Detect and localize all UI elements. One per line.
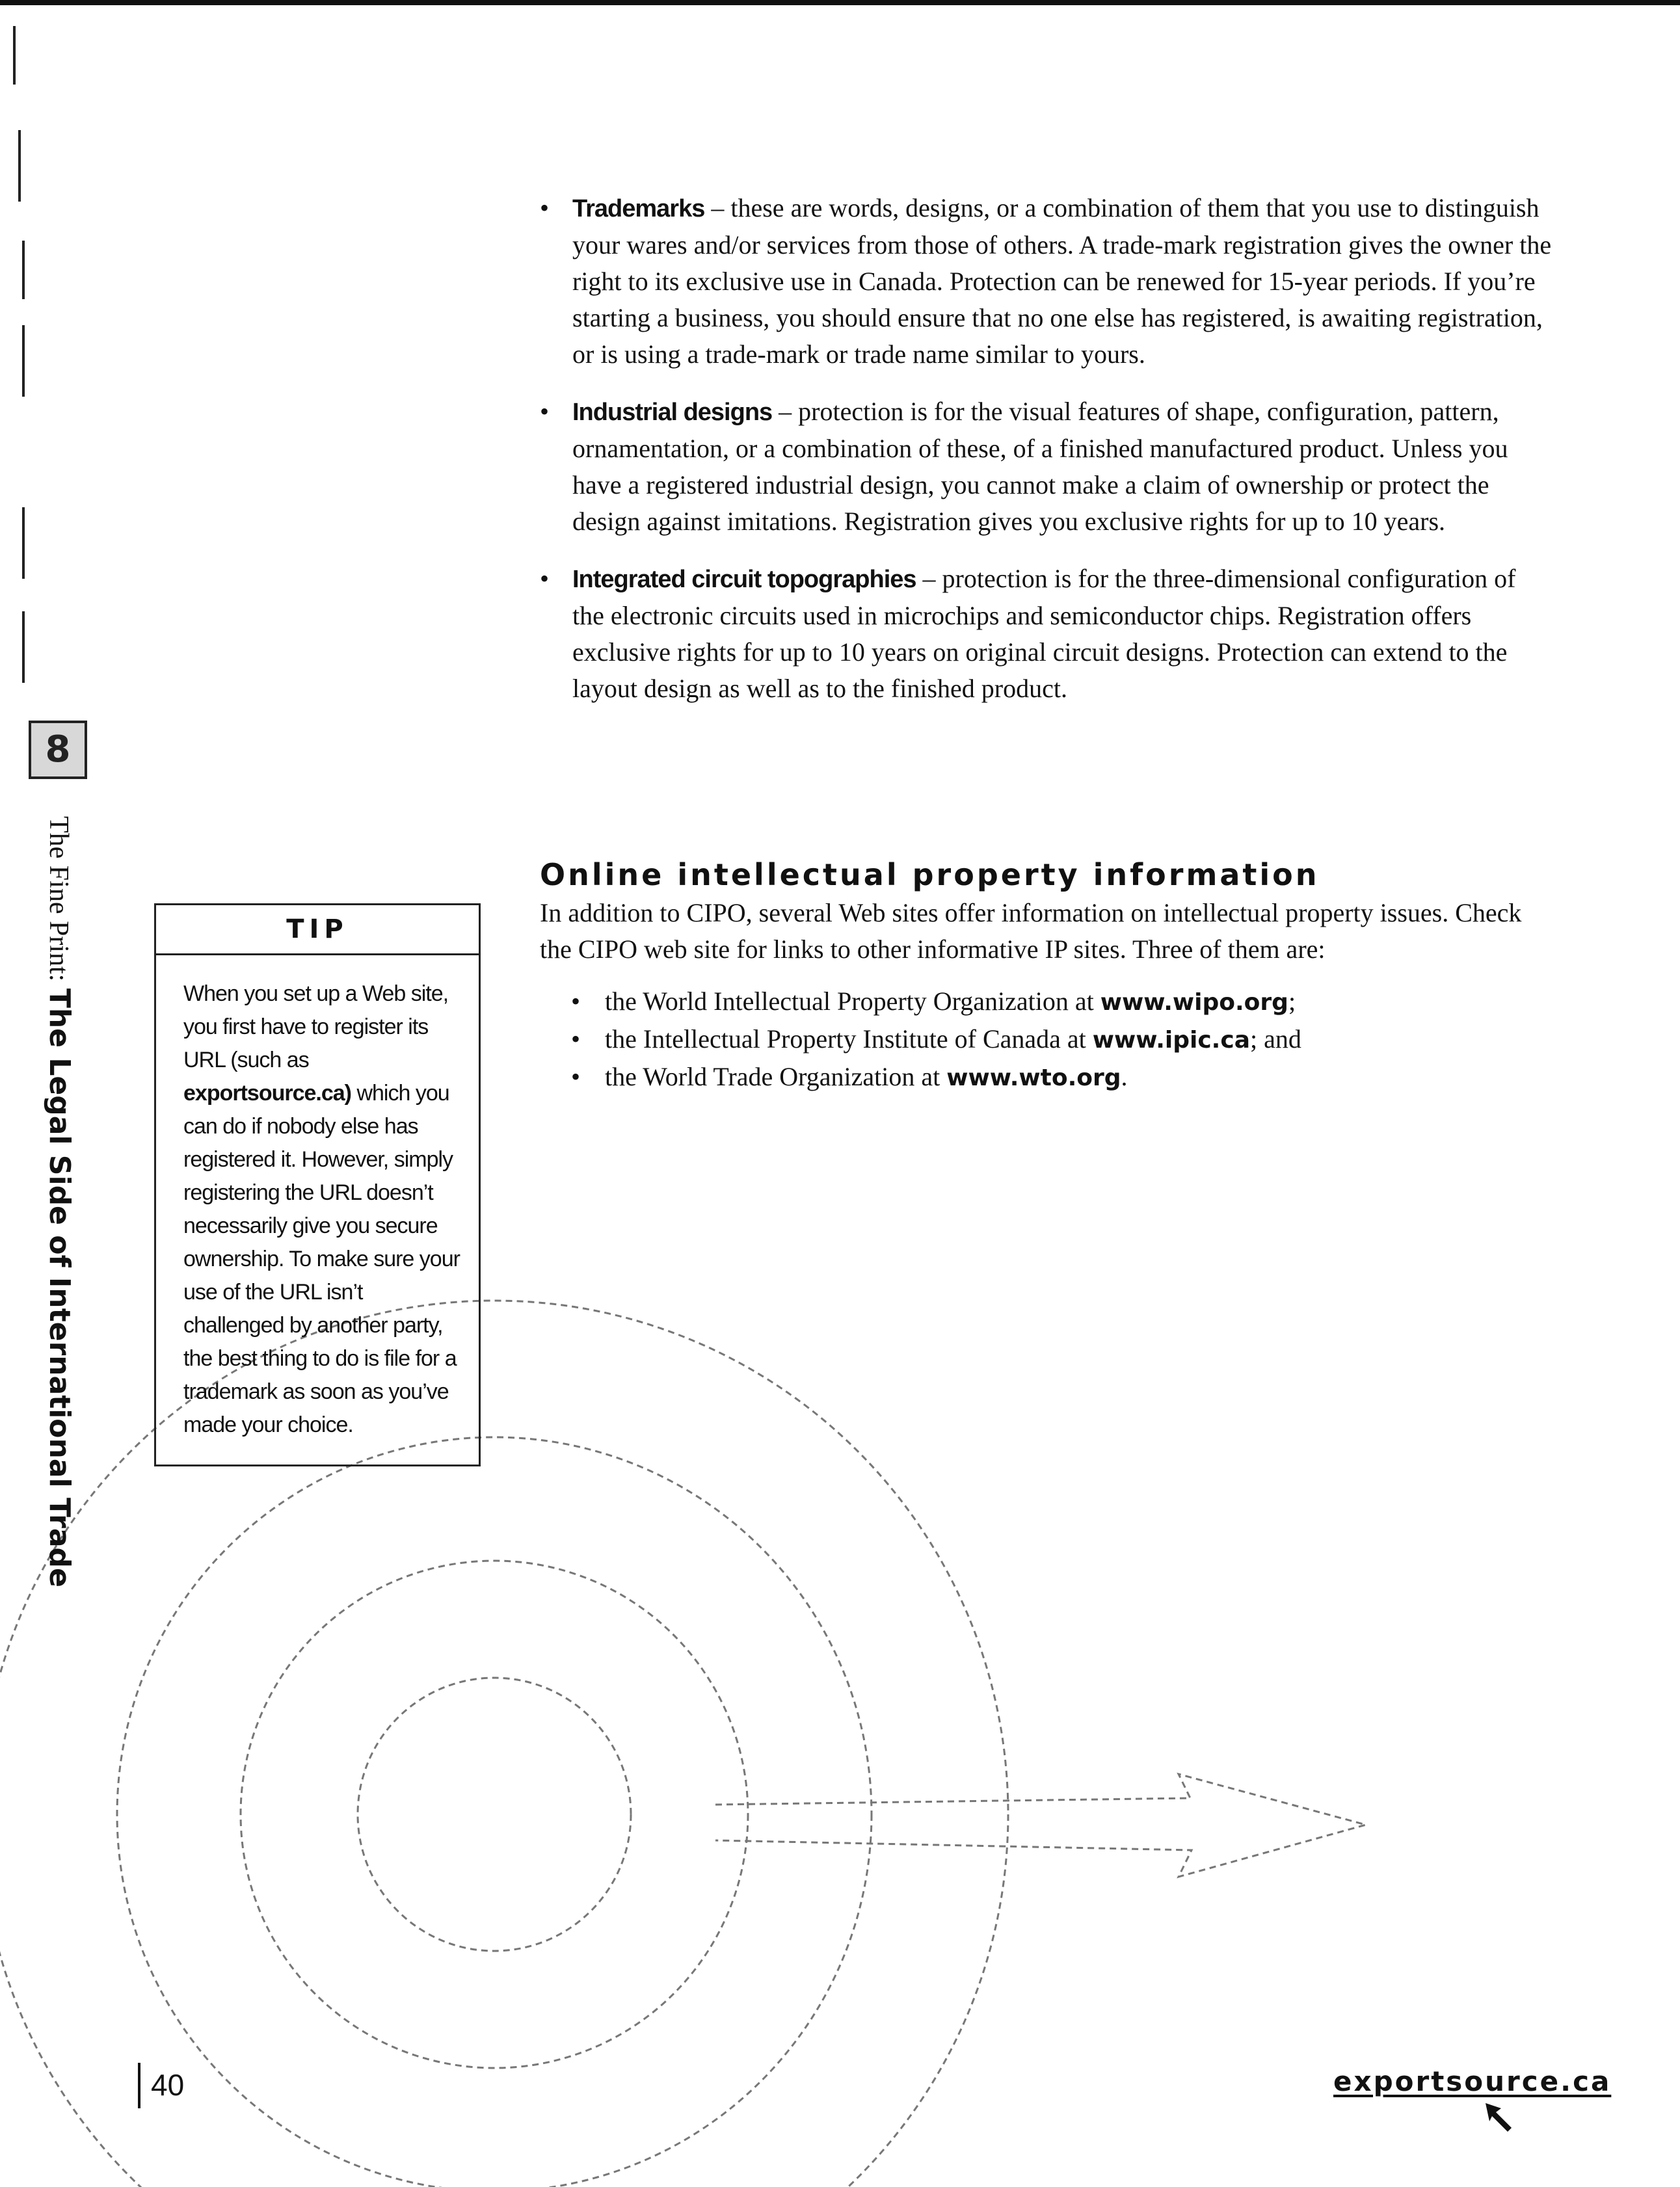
bullet-icon: • (571, 1024, 581, 1054)
online-ip-section (540, 855, 1554, 1096)
tip-box (154, 903, 481, 1466)
chapter-title-prefix: The Fine Print: (44, 816, 73, 988)
bullet-icon: • (571, 987, 581, 1016)
bullet-icon: • (540, 397, 550, 426)
list-item-wipo (540, 983, 1554, 1021)
tip-text: which you can do if nobody else has registered it. However, simply registering the URL doesn’t necessarily give you secure ownership. To make sure your use of the URL isn’t challenged by another party, the best thing to do is file for a trademark as soon as you’ve made your choice. (183, 1081, 460, 1437)
list-item-industrial-designs (537, 393, 1552, 540)
link-description: the World Trade Organization at (605, 1062, 947, 1091)
tip-heading: TIP (156, 905, 479, 955)
chapter-title-main: The Legal Side of International Trade (43, 988, 76, 1587)
tip-text: When you set up a Web site, you first have to register its URL (such as (183, 981, 449, 1072)
list-item-integrated-circuits (537, 561, 1552, 707)
term-label: Integrated circuit topographies (572, 566, 916, 593)
punctuation: . (1121, 1062, 1128, 1091)
wto-link[interactable]: www.wto.org (946, 1065, 1121, 1091)
bullet-icon: • (540, 564, 550, 593)
target-ring (241, 1561, 748, 2068)
wipo-link[interactable]: www.wipo.org (1100, 989, 1288, 1016)
punctuation: ; (1288, 987, 1296, 1016)
term-label: Industrial designs (572, 399, 773, 426)
chapter-number: 8 (45, 728, 71, 771)
chapter-number-badge (29, 721, 87, 779)
page-number: 40 (151, 2068, 185, 2102)
section-heading: Online intellectual property information (540, 857, 1320, 892)
ipic-link[interactable]: www.ipic.ca (1092, 1027, 1250, 1054)
section-intro: In addition to CIPO, several Web sites offer information on intellectual property issues. Check the CIPO web site for links to other informative IP sites. Three of them are: (540, 898, 1522, 964)
target-ring-inner (358, 1678, 631, 1951)
arrow-cursor-icon (1484, 2102, 1517, 2134)
term-description: – protection is for the three-dimensional configuration of the electronic circuits used in microchips and semiconductor chips. Registration offers exclusive rights for up to 10 years on original circuit designs. Protection can extend to the layout design as well as to the finished product. (572, 564, 1516, 703)
running-chapter-title (42, 816, 75, 1587)
tip-body (156, 955, 479, 1442)
ip-sites-list (540, 983, 1554, 1096)
term-label: Trademarks (572, 195, 705, 222)
term-description: – protection is for the visual features of shape, configuration, pattern, ornamentation, or a combination of these, of a finished manufactured product. Unless you have a registered industrial design, you cannot make a claim of ownership or protect the design against imitations. Registration gives you exclusive rights for up to 10 years. (572, 397, 1508, 536)
page-number-rule (138, 2063, 140, 2108)
bullet-icon: • (571, 1062, 581, 1091)
list-item-trademarks (537, 190, 1552, 373)
link-description: the World Intellectual Property Organization at (605, 987, 1100, 1016)
list-item-wto (540, 1059, 1554, 1096)
bullet-icon: • (540, 193, 550, 222)
arrow-shape (715, 1774, 1366, 1877)
punctuation: ; and (1250, 1024, 1301, 1054)
term-description: – these are words, designs, or a combination of them that you use to distinguish your wares and/or services from those of others. A trade-mark registration gives the owner the right to its exclusive use in Canada. Protection can be renewed for 15-year periods. If you’re starting a business, you should ensure that no one else has registered, is awaiting registration, or is using a trade-mark or trade name similar to yours. (572, 193, 1552, 369)
target-ring (117, 1437, 872, 2187)
footer-site-link[interactable]: exportsource.ca (1333, 2065, 1612, 2097)
link-description: the Intellectual Property Institute of Canada at (605, 1024, 1093, 1054)
target-ring-outer (0, 1301, 1008, 2187)
tip-example-url: exportsource.ca) (183, 1081, 351, 1106)
ip-types-list (537, 190, 1552, 707)
main-content (537, 190, 1552, 728)
list-item-ipic (540, 1021, 1554, 1059)
